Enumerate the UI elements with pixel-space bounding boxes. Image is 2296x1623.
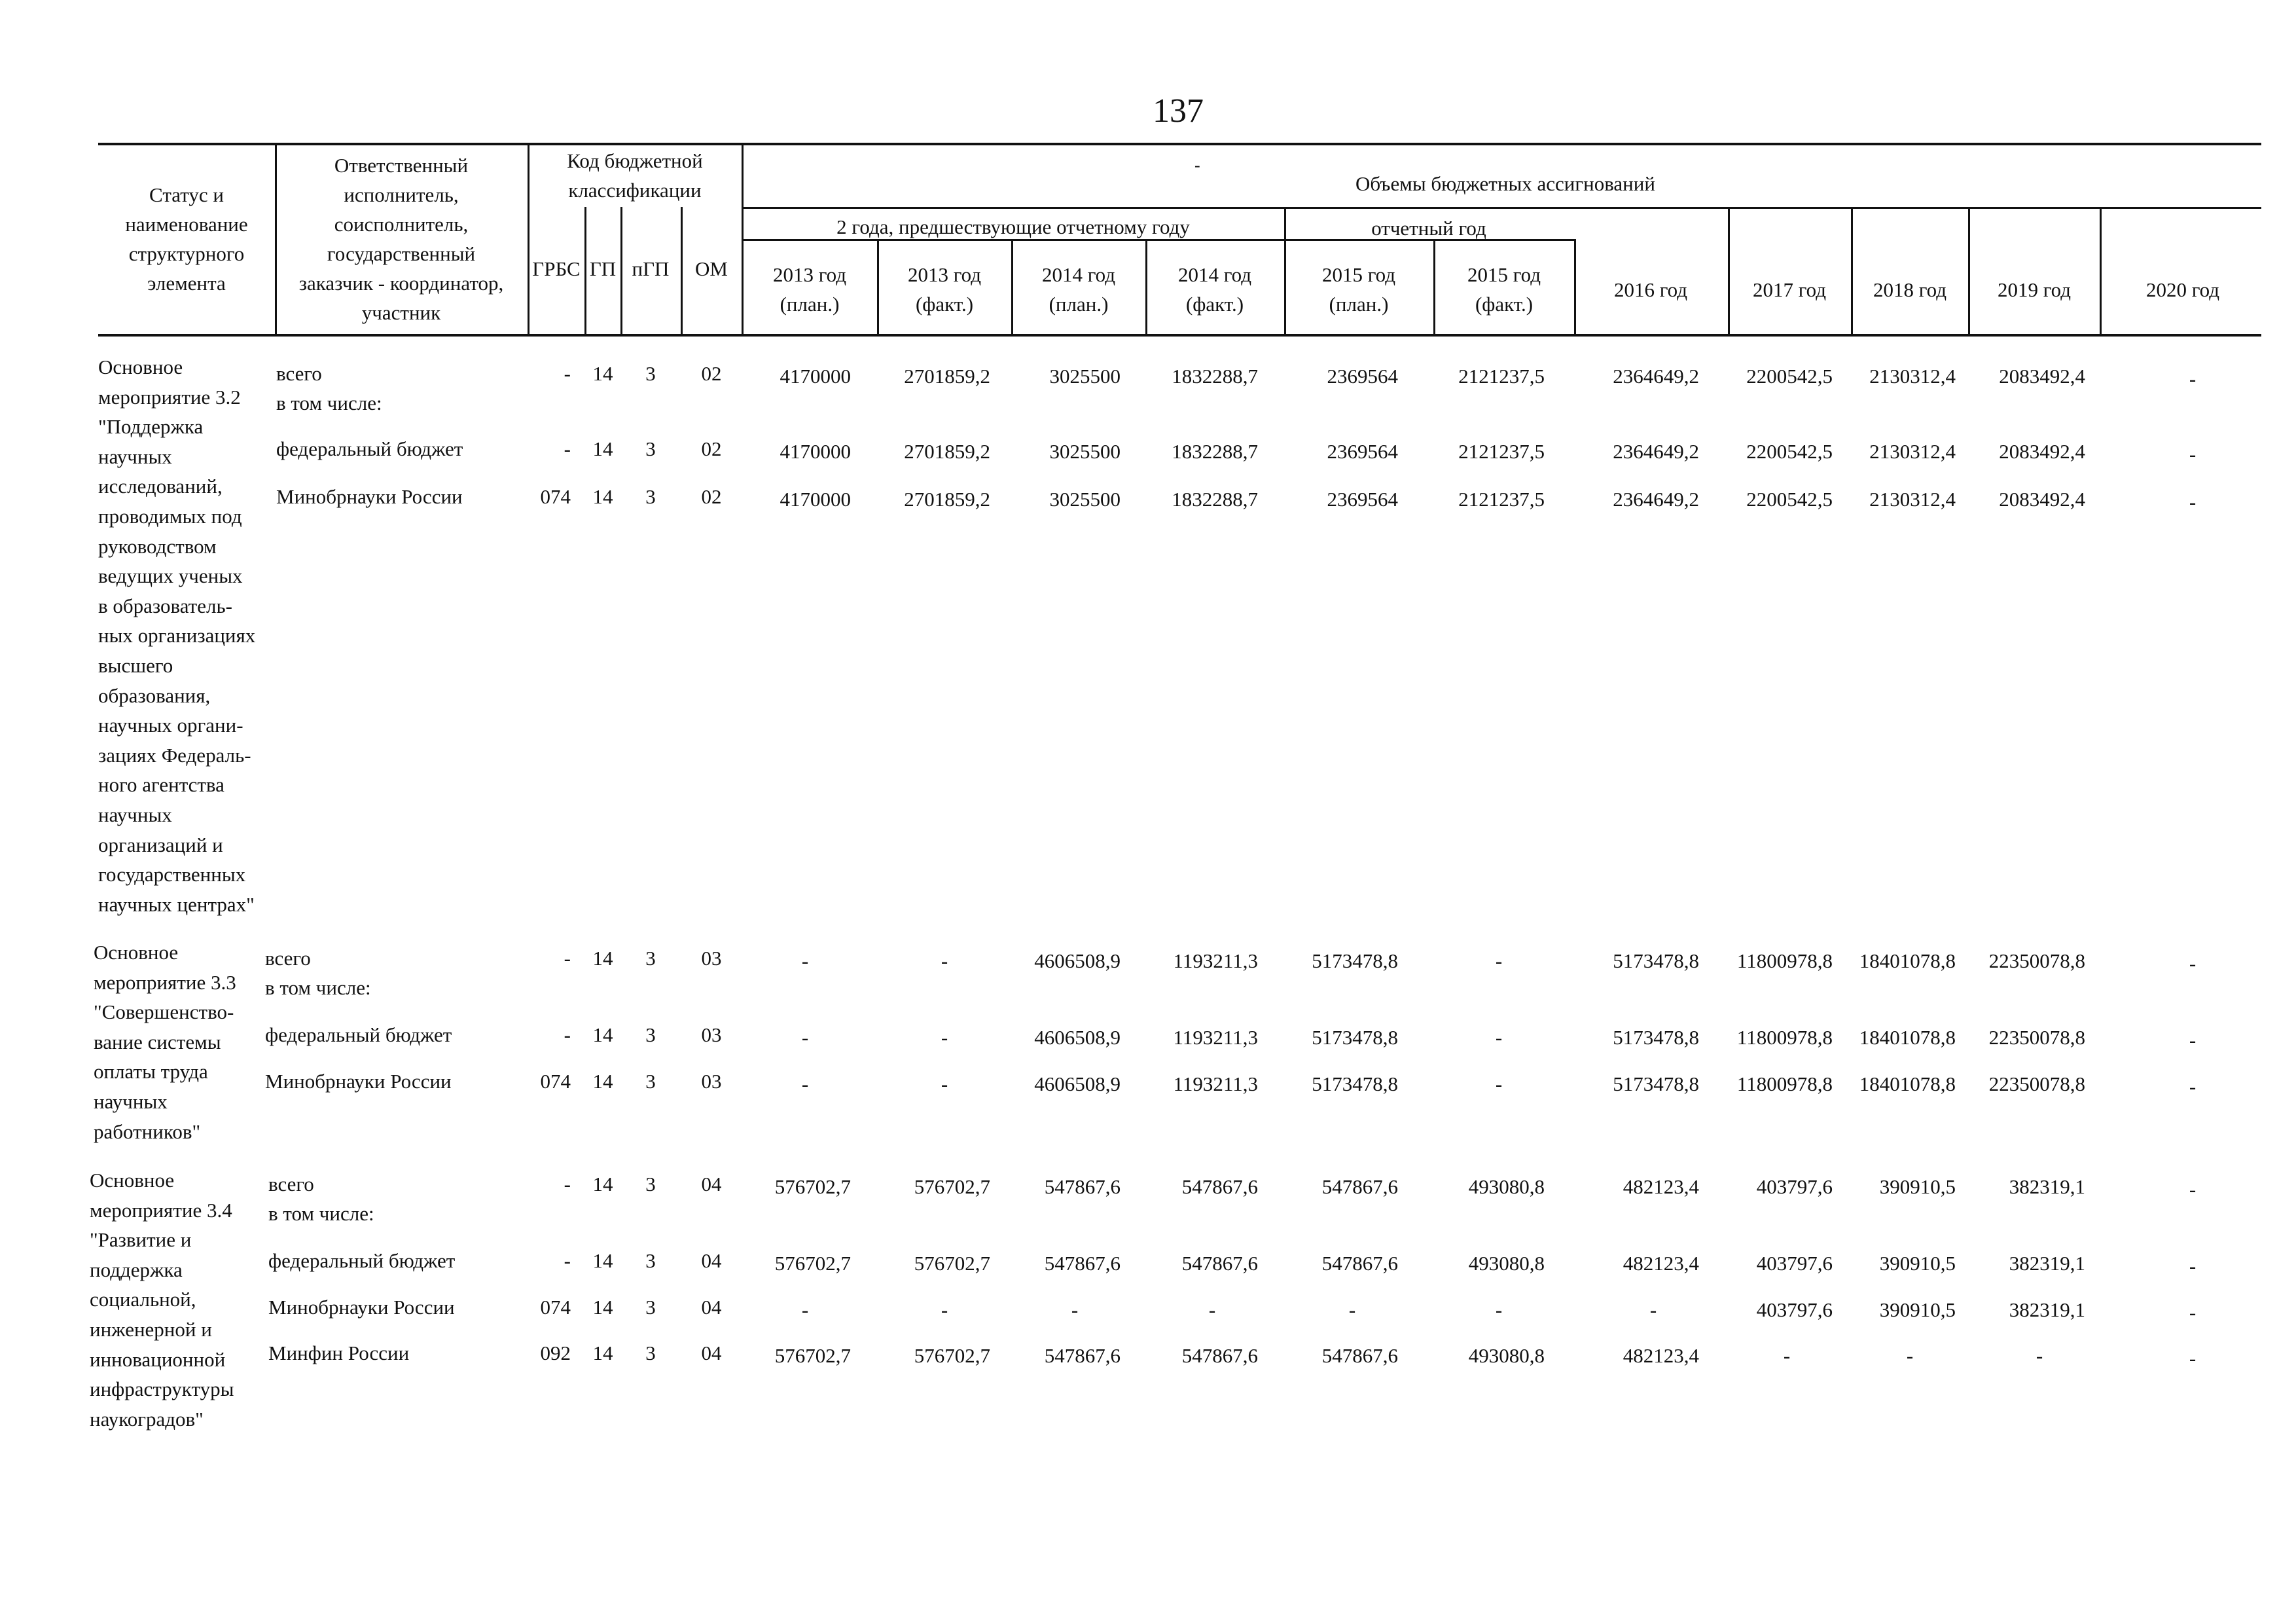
value-cell: 547867,6 [1181, 1344, 1258, 1367]
value-cell: - [1495, 949, 1503, 972]
header-year: 2013 год (факт.) [907, 263, 982, 316]
value-cell: 547867,6 [1321, 1344, 1398, 1367]
value-cell: - [941, 1072, 948, 1095]
header-year: 2015 год (план.) [1321, 263, 1396, 316]
value-cell: 547867,6 [1321, 1252, 1398, 1275]
value-cell: 482123,4 [1623, 1175, 1699, 1198]
grbs-cell: - [564, 362, 571, 385]
value-cell: 18401078,8 [1859, 949, 1956, 972]
page-number: 137 [1153, 92, 1204, 130]
grbs-cell: - [564, 1249, 571, 1272]
value-cell: - [1208, 1298, 1216, 1321]
value-cell: 3025500 [1049, 488, 1121, 511]
value-cell: 390910,5 [1879, 1252, 1956, 1275]
value-cell: - [2189, 1347, 2197, 1370]
pgp-cell: 3 [645, 1341, 656, 1364]
value-cell: - [1649, 1298, 1657, 1321]
header-budget-code: Код бюджетной классификации [567, 149, 703, 202]
value-cell: 2083492,4 [1999, 488, 2085, 511]
value-cell: 547867,6 [1044, 1252, 1121, 1275]
value-cell: - [1348, 1298, 1356, 1321]
value-cell: 5173478,8 [1312, 1072, 1398, 1095]
grbs-cell: - [564, 1023, 571, 1046]
value-cell: 576702,7 [914, 1252, 990, 1275]
value-cell: 5173478,8 [1613, 1026, 1699, 1049]
row-subtitle: в том числе: [276, 392, 382, 414]
om-cell: 03 [701, 1070, 722, 1093]
header-year: 2017 год [1752, 278, 1827, 301]
value-cell: 2083492,4 [1999, 365, 2085, 388]
value-cell: 403797,6 [1756, 1298, 1833, 1321]
om-cell: 02 [701, 437, 722, 460]
value-cell: 403797,6 [1756, 1252, 1833, 1275]
gp-cell: 14 [592, 1173, 613, 1195]
om-cell: 02 [701, 362, 722, 385]
row-name: федеральный бюджет [265, 1023, 452, 1046]
header-status: Статус и наименование структурного элемента [125, 183, 248, 295]
value-cell: 3025500 [1049, 440, 1121, 463]
grid-line [98, 143, 2261, 145]
value-cell: 5173478,8 [1312, 1026, 1398, 1049]
value-cell: 576702,7 [774, 1175, 851, 1198]
value-cell: 382319,1 [2009, 1175, 2085, 1198]
grid-line [1851, 207, 1853, 334]
grid-line [620, 207, 622, 334]
gp-cell: 14 [592, 485, 613, 508]
grbs-cell: 074 [540, 1296, 571, 1319]
header-year: 2019 год [1997, 278, 2072, 301]
value-cell: 1193211,3 [1173, 1072, 1258, 1095]
value-cell: 22350078,8 [1988, 1026, 2085, 1049]
grbs-cell: 074 [540, 485, 571, 508]
value-cell: - [1495, 1298, 1503, 1321]
value-cell: 493080,8 [1468, 1252, 1545, 1275]
value-cell: 5173478,8 [1613, 949, 1699, 972]
status-element: Основное мероприятие 3.3 "Совершенство- вание системы оплаты труда научных работников" [94, 941, 236, 1143]
value-cell: 547867,6 [1181, 1175, 1258, 1198]
gp-cell: 14 [592, 1249, 613, 1272]
value-cell: 2701859,2 [904, 365, 990, 388]
pgp-cell: 3 [645, 437, 656, 460]
value-cell: 2364649,2 [1613, 365, 1699, 388]
row-subtitle: в том числе: [268, 1202, 374, 1225]
value-cell: 482123,4 [1623, 1252, 1699, 1275]
grbs-cell: 074 [540, 1070, 571, 1093]
value-cell: 1832288,7 [1172, 440, 1258, 463]
value-cell: 2130312,4 [1869, 488, 1956, 511]
om-cell: 03 [701, 947, 722, 970]
value-cell: 1832288,7 [1172, 365, 1258, 388]
value-cell: 2364649,2 [1613, 488, 1699, 511]
value-cell: 4170000 [780, 488, 851, 511]
om-cell: 03 [701, 1023, 722, 1046]
value-cell: 2130312,4 [1869, 440, 1956, 463]
value-cell: 5173478,8 [1613, 1072, 1699, 1095]
status-element: Основное мероприятие 3.2 "Поддержка научных исследований, проводимых под руководством ведущих ученых в образователь- ных организациях высшего образования, научных органи- зациях Федераль- ного агентства научных организаций и государственных научных центрах" [98, 356, 256, 916]
gp-cell: 14 [592, 1070, 613, 1093]
row-name: Минфин России [268, 1341, 410, 1364]
value-cell: - [2189, 1178, 2197, 1201]
value-cell: - [801, 1026, 809, 1049]
value-cell: 2121237,5 [1458, 365, 1545, 388]
value-cell: - [2189, 952, 2197, 975]
value-cell: - [2189, 1029, 2197, 1051]
status-element: Основное мероприятие 3.4 "Развитие и поддержка социальной, инженерной и инновационной инфраструктуры наукоградов" [90, 1169, 234, 1431]
grid-line [742, 207, 2261, 209]
grbs-cell: - [564, 437, 571, 460]
value-cell: 576702,7 [914, 1175, 990, 1198]
gp-cell: 14 [592, 1341, 613, 1364]
gp-cell: 14 [592, 1296, 613, 1319]
value-cell: - [2036, 1344, 2043, 1367]
value-cell: 2083492,4 [1999, 440, 2085, 463]
pgp-cell: 3 [645, 1023, 656, 1046]
om-cell: 04 [701, 1173, 722, 1195]
value-cell: 18401078,8 [1859, 1072, 1956, 1095]
value-cell: 2701859,2 [904, 488, 990, 511]
value-cell: 2200542,5 [1746, 440, 1833, 463]
value-cell: 4606508,9 [1034, 1072, 1121, 1095]
header-year: 2016 год [1613, 278, 1688, 301]
value-cell: 2200542,5 [1746, 365, 1833, 388]
om-cell: 04 [701, 1341, 722, 1364]
value-cell: - [801, 949, 809, 972]
value-cell: 2369564 [1327, 365, 1398, 388]
gp-cell: 14 [592, 362, 613, 385]
value-cell: 2121237,5 [1458, 440, 1545, 463]
value-cell: - [2189, 1075, 2197, 1098]
value-cell: 390910,5 [1879, 1298, 1956, 1321]
grid-line [1968, 207, 1970, 334]
value-cell: 22350078,8 [1988, 1072, 2085, 1095]
header-report-year: отчетный год [1371, 216, 1486, 240]
value-cell: 1193211,3 [1173, 949, 1258, 972]
header-year: 2020 год [2145, 278, 2220, 301]
value-cell: 4170000 [780, 440, 851, 463]
value-cell: 5173478,8 [1312, 949, 1398, 972]
om-cell: 04 [701, 1296, 722, 1319]
pgp-cell: 3 [645, 947, 656, 970]
row-name: федеральный бюджет [276, 437, 463, 460]
value-cell: 4170000 [780, 365, 851, 388]
header-grbs: ГРБС [532, 257, 581, 280]
grid-line [528, 143, 529, 334]
om-cell: 04 [701, 1249, 722, 1272]
grbs-cell: 092 [540, 1341, 571, 1364]
value-cell: - [2189, 1301, 2197, 1324]
row-name: всего [265, 947, 311, 970]
value-cell: 576702,7 [774, 1252, 851, 1275]
value-cell: 547867,6 [1044, 1175, 1121, 1198]
value-cell: 1832288,7 [1172, 488, 1258, 511]
pgp-cell: 3 [645, 1249, 656, 1272]
value-cell: - [2189, 1254, 2197, 1277]
header-om: ОМ [695, 257, 728, 280]
value-cell: - [801, 1298, 809, 1321]
grbs-cell: - [564, 1173, 571, 1195]
row-subtitle: в том числе: [265, 976, 371, 999]
row-name: всего [276, 362, 322, 385]
row-name: федеральный бюджет [268, 1249, 456, 1272]
header-year: 2013 год (план.) [772, 263, 847, 316]
value-cell: 382319,1 [2009, 1298, 2085, 1321]
value-cell: 382319,1 [2009, 1252, 2085, 1275]
top-mark: - [1194, 156, 1200, 175]
value-cell: - [2189, 367, 2197, 390]
value-cell: 2364649,2 [1613, 440, 1699, 463]
value-cell: 493080,8 [1468, 1175, 1545, 1198]
value-cell: - [941, 1026, 948, 1049]
value-cell: 2369564 [1327, 488, 1398, 511]
grid-line [681, 207, 683, 334]
value-cell: 403797,6 [1756, 1175, 1833, 1198]
value-cell: 11800978,8 [1736, 1072, 1833, 1095]
value-cell: - [1495, 1026, 1503, 1049]
value-cell: - [2189, 443, 2197, 465]
om-cell: 02 [701, 485, 722, 508]
value-cell: - [941, 949, 948, 972]
value-cell: - [2189, 490, 2197, 513]
value-cell: 390910,5 [1879, 1175, 1956, 1198]
value-cell: 2701859,2 [904, 440, 990, 463]
value-cell: 1193211,3 [1173, 1026, 1258, 1049]
header-prev-years: 2 года, предшествующие отчетному году [836, 215, 1190, 238]
value-cell: 18401078,8 [1859, 1026, 1956, 1049]
value-cell: 4606508,9 [1034, 1026, 1121, 1049]
header-year: 2015 год (факт.) [1467, 263, 1541, 316]
value-cell: 2130312,4 [1869, 365, 1956, 388]
row-name: Минобрнауки России [268, 1296, 455, 1319]
value-cell: 547867,6 [1044, 1344, 1121, 1367]
value-cell: - [1071, 1298, 1079, 1321]
pgp-cell: 3 [645, 1070, 656, 1093]
gp-cell: 14 [592, 1023, 613, 1046]
header-year: 2014 год (план.) [1041, 263, 1116, 316]
value-cell: 22350078,8 [1988, 949, 2085, 972]
value-cell: - [941, 1298, 948, 1321]
header-responsible: Ответственный исполнитель, соисполнитель, государственный заказчик - координатор, участник [298, 154, 504, 324]
value-cell: 2369564 [1327, 440, 1398, 463]
row-name: всего [268, 1173, 314, 1195]
value-cell: - [1783, 1344, 1791, 1367]
header-year: 2014 год (факт.) [1177, 263, 1252, 316]
header-pgp: пГП [632, 257, 670, 280]
value-cell: 4606508,9 [1034, 949, 1121, 972]
pgp-cell: 3 [645, 362, 656, 385]
value-cell: 2121237,5 [1458, 488, 1545, 511]
value-cell: 493080,8 [1468, 1344, 1545, 1367]
value-cell: 2200542,5 [1746, 488, 1833, 511]
gp-cell: 14 [592, 437, 613, 460]
value-cell: - [1495, 1072, 1503, 1095]
pgp-cell: 3 [645, 485, 656, 508]
row-name: Минобрнауки России [276, 485, 463, 508]
row-name: Минобрнауки России [265, 1070, 452, 1093]
value-cell: 576702,7 [914, 1344, 990, 1367]
pgp-cell: 3 [645, 1296, 656, 1319]
pgp-cell: 3 [645, 1173, 656, 1195]
gp-cell: 14 [592, 947, 613, 970]
header-gp: ГП [589, 257, 617, 280]
value-cell: 547867,6 [1321, 1175, 1398, 1198]
grid-line [1728, 207, 1730, 334]
value-cell: 3025500 [1049, 365, 1121, 388]
value-cell: - [1906, 1344, 1914, 1367]
value-cell: 482123,4 [1623, 1344, 1699, 1367]
value-cell: 547867,6 [1181, 1252, 1258, 1275]
value-cell: 11800978,8 [1736, 949, 1833, 972]
grid-line [2100, 207, 2102, 334]
grbs-cell: - [564, 947, 571, 970]
value-cell: 576702,7 [774, 1344, 851, 1367]
header-volumes: Объемы бюджетных ассигнований [1355, 172, 1655, 195]
value-cell: 11800978,8 [1736, 1026, 1833, 1049]
grid-line [98, 334, 2261, 337]
value-cell: - [801, 1072, 809, 1095]
header-year: 2018 год [1873, 278, 1947, 301]
